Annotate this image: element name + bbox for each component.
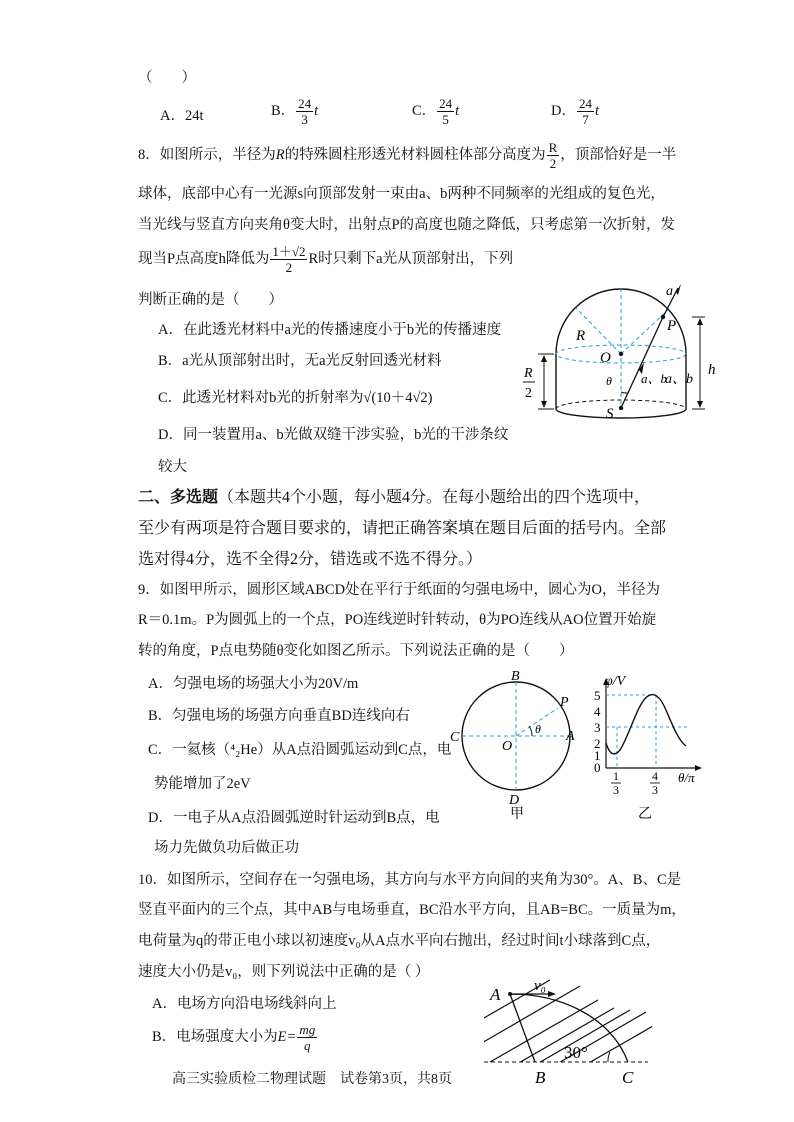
q10-line-2: 竖直平面内的三个点，其中AB与电场垂直，BC沿水平方向，且AB=BC。一质量为m，: [138, 902, 686, 918]
caption-jia: 甲: [510, 807, 524, 820]
q8-option-d-cont: 较大: [158, 459, 187, 475]
q9-figure-yi: [588, 672, 708, 820]
q9-option-c: C．一氦核（⁴₂He）从A点沿圆弧运动到C点，电: [148, 742, 452, 758]
xtick-2-num: 4: [652, 769, 658, 783]
label-half-num: R: [524, 366, 533, 381]
q9-option-c-cont: 势能增加了2eV: [154, 776, 251, 792]
label-p: P: [667, 318, 677, 334]
label-s: S: [606, 406, 614, 422]
h-arrow-down: [697, 401, 703, 408]
label-p: P: [560, 695, 569, 710]
page-footer: 高三实验质检二物理试题 试卷第3页，共8页: [172, 1072, 452, 1087]
label-h: h: [708, 362, 716, 378]
half-arrow-down: [541, 401, 547, 408]
label-b: B: [511, 670, 520, 684]
label-d: D: [509, 793, 520, 808]
section-2-line-2: 至少有两项是符合题目要求的，请把正确答案填在题目后面的括号内。全部: [138, 520, 667, 537]
label-o: O: [600, 350, 611, 366]
label-o: O: [502, 739, 513, 754]
q9-line-3: 转的角度，P点电势随θ变化如图乙所示。下列说法正确的是（ ）: [138, 643, 574, 659]
q10-option-b: B．电场强度大小为E= $\frac{mg}{q}$: [152, 1022, 316, 1053]
ytick-3: 3: [594, 720, 601, 735]
ytick-0: 0: [594, 760, 601, 775]
ab-line: [510, 994, 535, 1062]
point-o: [619, 352, 623, 356]
xtick-1-den: 3: [613, 783, 619, 797]
label-half-den: 2: [525, 386, 532, 401]
label-theta: θ: [606, 374, 612, 388]
q7-answer-paren: （ ）: [138, 70, 196, 86]
point-a: [508, 992, 512, 996]
q9-option-a: A．匀强电场的场强大小为20V/m: [148, 676, 359, 692]
label-a: a: [666, 284, 673, 299]
bottom-ellipse-front: [556, 409, 686, 418]
section-2-line-1: 二、多选题（本题共4个小题，每小题4分。在每小题给出的四个选项中，: [138, 489, 651, 506]
label-ab: a、b: [641, 371, 668, 386]
xtick-2-den: 3: [652, 783, 658, 797]
label-r: R: [576, 328, 586, 344]
angle-arc: [608, 1052, 610, 1062]
point-p: [661, 315, 665, 319]
label-c: C: [450, 730, 460, 745]
label-theta: θ: [535, 722, 541, 736]
label-c: C: [622, 1068, 634, 1087]
caption-yi: 乙: [638, 807, 652, 820]
q10-line-1: 10．如图所示，空间存在一匀强电场，其方向与水平方向间的夹角为30°。A、B、C是: [138, 872, 682, 888]
point-s: [619, 406, 623, 410]
q7-option-a: A．24t: [160, 108, 204, 124]
q8-option-a: A．在此透光材料中a光的传播速度小于b光的传播速度: [158, 322, 502, 338]
q7-option-b: B． $\frac{24}{3}$ t: [271, 96, 319, 127]
q8-option-d: D．同一装置用a、b光做双缝干涉实验，b光的干涉条纹: [158, 427, 509, 443]
q9-option-b: B．匀强电场的场强方向垂直BD连线向右: [148, 708, 410, 724]
label-a: A: [566, 729, 575, 744]
q8-line-2: 球体，底部中心有一光源s向顶部发射一束由a、b两种不同频率的光组成的复色光，: [138, 186, 665, 202]
light-ray: [621, 317, 663, 408]
ytick-1: 1: [594, 748, 601, 763]
q8-option-c: C．此透光材料对b光的折射率为√(10＋4√2): [158, 390, 433, 406]
ytick-2: 2: [594, 736, 601, 751]
label-angle: 30°: [564, 1043, 588, 1062]
potential-curve: [606, 695, 686, 754]
q7-option-c: C． $\frac{24}{5}$ t: [412, 96, 460, 127]
label-x: θ/π: [678, 770, 695, 785]
q8-line-1: 8．如图所示，半径为R的特殊圆柱形透光材料圆柱体部分高度为 $\frac{R}{2}$ ，顶部恰好是一半: [138, 140, 677, 171]
label-b: B: [535, 1068, 546, 1087]
v0-arrowhead: [548, 991, 556, 997]
label-v0: v₀: [534, 978, 546, 994]
ytick-4: 4: [594, 704, 601, 719]
q9-line-1: 9．如图甲所示，圆形区域ABCD处在平行于纸面的匀强电场中，圆心为O，半径为: [138, 582, 661, 598]
theta-arc: [621, 392, 628, 393]
xtick-1-num: 1: [613, 769, 619, 783]
q8-line-5: 判断正确的是（ ）: [138, 292, 283, 308]
h-arrow-up: [697, 318, 703, 325]
section-2-line-3: 选对得4分，选不全得2分，错选或不选不得分。）: [138, 551, 483, 568]
q10-line-3: 电荷量为q的带正电小球以初速度v₀从A点水平向右抛出，经过时间t小球落到C点，: [138, 933, 661, 949]
q8-figure: [520, 282, 720, 432]
x-axis-arrow: [695, 765, 702, 771]
q9-option-d-cont: 场力先做负功后做正功: [154, 840, 299, 856]
q7-option-d: D． $\frac{24}{7}$ t: [551, 96, 600, 127]
q8-option-b: B．a光从顶部射出时，无a光反射回透光材料: [158, 353, 442, 369]
q8-line-4: 现当P点高度h降低为 $\frac{1+√2}{2}$ R时只剩下a光从顶部射出，下列: [138, 244, 514, 275]
label-y: φ/V: [605, 674, 626, 689]
q9-line-2: R＝0.1m。P为圆弧上的一个点，PO连线逆时针转动，θ为PO连线从AO位置开始旋: [138, 612, 657, 628]
q9-figure-jia: [450, 670, 590, 820]
ytick-5: 5: [594, 688, 601, 703]
q10-figure: [480, 976, 660, 1088]
label-a: A: [490, 985, 501, 1004]
label-b: a、b: [665, 372, 693, 387]
q10-line-4: 速度大小仍是v₀，则下列说法中正确的是（ ）: [138, 964, 430, 980]
theta-arc: [529, 726, 532, 736]
q9-option-d: D．一电子从A点沿圆弧逆时针运动到B点，电: [148, 810, 440, 826]
q8-line-3: 当光线与竖直方向夹角θ变大时，出射点P的高度也随之降低，只考虑第一次折射，发: [138, 217, 676, 233]
q10-option-a: A．电场方向沿电场线斜向上: [152, 996, 337, 1012]
half-arrow-up: [541, 355, 547, 362]
